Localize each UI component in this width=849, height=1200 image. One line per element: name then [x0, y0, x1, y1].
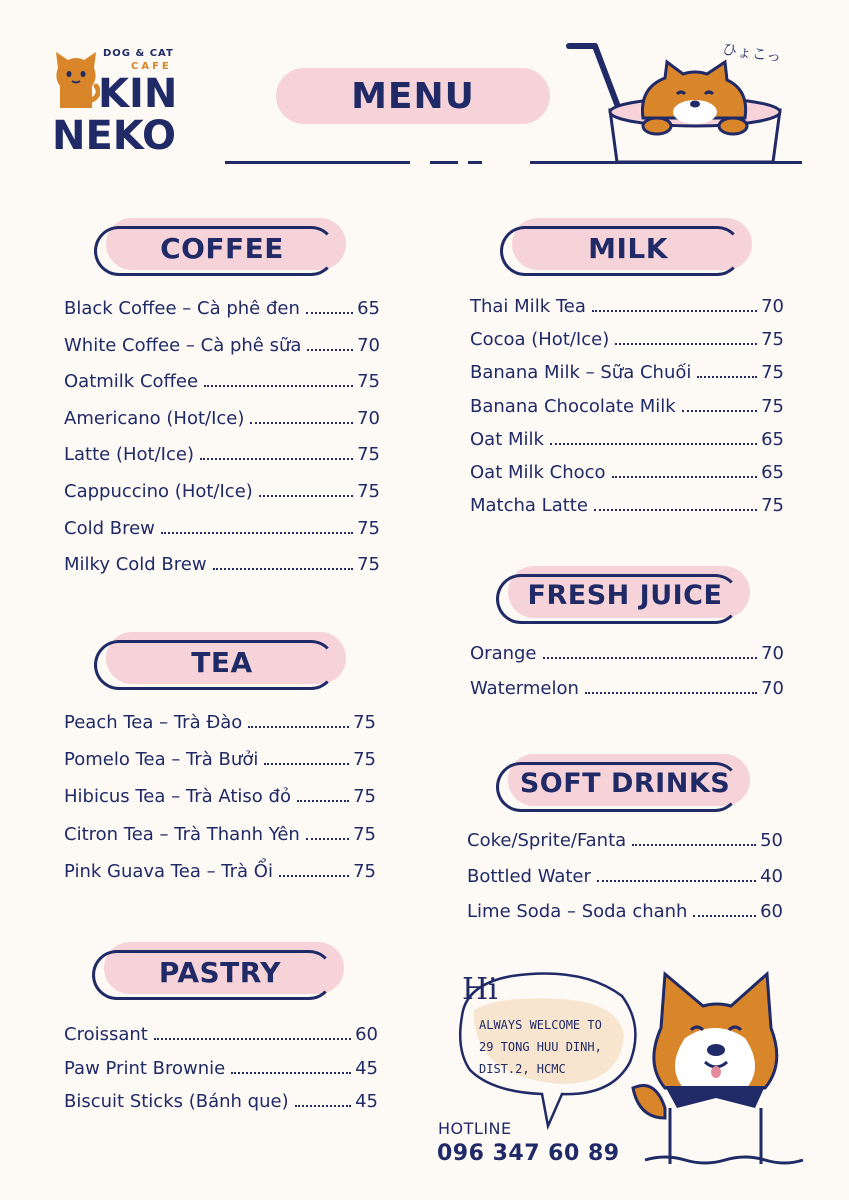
- menu-item-price: 70: [357, 334, 380, 356]
- shiba-in-cup-icon: [565, 40, 795, 165]
- menu-item-name: Lime Soda – Soda chanh: [467, 901, 688, 922]
- menu-item-price: 75: [353, 860, 376, 882]
- menu-item-price: 75: [353, 712, 376, 733]
- menu-item-name: Hibicus Tea – Trà Atiso đỏ: [64, 786, 291, 808]
- section-heading: [494, 562, 756, 632]
- dot-leader: [295, 1105, 352, 1107]
- menu-item: [64, 861, 376, 882]
- dot-leader: [306, 312, 353, 314]
- menu-item-price: 70: [761, 643, 784, 664]
- menu-item: [467, 866, 783, 887]
- dot-leader: [297, 800, 349, 802]
- menu-item-name: Watermelon: [470, 678, 579, 699]
- section-title: PASTRY: [158, 956, 282, 989]
- menu-item-name: Coke/Sprite/Fanta: [467, 830, 627, 851]
- menu-item-name: Oatmilk Coffee: [64, 371, 199, 393]
- dot-leader: [213, 568, 354, 570]
- dot-leader: [200, 458, 353, 460]
- menu-item: [64, 1091, 378, 1112]
- menu-item-name: Biscuit Sticks (Bánh que): [64, 1091, 289, 1112]
- dot-leader: [543, 657, 758, 659]
- menu-item: [64, 712, 376, 733]
- dot-leader: [612, 476, 758, 478]
- dot-leader: [259, 495, 353, 497]
- dot-leader: [632, 844, 756, 846]
- menu-item: [64, 1024, 378, 1045]
- menu-item-price: 65: [761, 428, 784, 450]
- menu-item: [64, 371, 380, 392]
- address-line: DIST.2, HCMC: [479, 1062, 566, 1076]
- dot-leader: [693, 915, 756, 917]
- menu-item-price: 65: [761, 462, 784, 483]
- menu-item-name: Pink Guava Tea – Trà Ổi: [64, 860, 273, 882]
- menu-item: [64, 1058, 378, 1079]
- menu-item-name: Citron Tea – Trà Thanh Yên: [64, 823, 300, 845]
- menu-item-price: 70: [761, 678, 784, 699]
- menu-item-price: 75: [357, 371, 380, 393]
- shiba-waving-icon: [625, 968, 805, 1168]
- dot-leader: [697, 376, 757, 378]
- menu-item-price: 75: [357, 481, 380, 502]
- menu-item-price: 70: [761, 296, 784, 317]
- dot-leader: [204, 385, 353, 387]
- menu-item-name: Americano (Hot/Ice): [64, 407, 245, 429]
- menu-item-name: White Coffee – Cà phê sữa: [64, 334, 302, 356]
- menu-item-name: Oat Milk: [470, 428, 544, 450]
- dot-leader: [161, 532, 353, 534]
- menu-item: [64, 298, 380, 319]
- menu-item-price: 75: [357, 517, 380, 539]
- menu-item-price: 75: [761, 329, 784, 351]
- dot-leader: [597, 880, 756, 882]
- menu-item: [64, 481, 380, 502]
- section-title: MILK: [588, 232, 668, 265]
- dot-leader: [307, 349, 353, 351]
- dot-leader: [585, 692, 757, 694]
- menu-item-price: 75: [353, 749, 376, 771]
- menu-item: [470, 429, 784, 450]
- menu-item-name: Cocoa (Hot/Ice): [470, 329, 610, 351]
- menu-item-price: 75: [353, 786, 376, 808]
- menu-item-price: 45: [355, 1057, 378, 1079]
- logo-tagline-bottom: CAFE: [131, 61, 172, 72]
- section-heading: [92, 628, 352, 698]
- menu-item-name: Cappuccino (Hot/Ice): [64, 481, 253, 502]
- menu-item-price: 45: [355, 1091, 378, 1112]
- cat-logo-icon: [52, 50, 100, 112]
- dot-leader: [231, 1072, 351, 1074]
- menu-item-price: 75: [353, 823, 376, 845]
- menu-item: [470, 643, 784, 664]
- logo-name-line2: NEKO: [52, 113, 177, 159]
- hi-text: Hi: [462, 972, 498, 1007]
- menu-item-name: Thai Milk Tea: [470, 296, 586, 317]
- menu-item: [64, 408, 380, 429]
- menu-item: [470, 678, 784, 699]
- menu-item: [470, 329, 784, 350]
- menu-item-name: Oat Milk Choco: [470, 462, 606, 483]
- menu-item-price: 75: [761, 395, 784, 417]
- menu-item: [470, 396, 784, 417]
- dot-leader: [248, 726, 349, 728]
- menu-item: [64, 335, 380, 356]
- page-title: MENU: [351, 76, 475, 117]
- menu-item-price: 75: [357, 554, 380, 576]
- menu-item: [64, 824, 376, 845]
- address-line: 29 TONG HUU DINH,: [479, 1040, 602, 1054]
- section-heading: [494, 750, 756, 820]
- header-rule: [468, 161, 482, 164]
- menu-item-price: 65: [357, 298, 380, 319]
- menu-item: [64, 749, 376, 770]
- section-heading: [90, 938, 350, 1008]
- menu-item: [470, 462, 784, 483]
- header-rule: [225, 161, 410, 164]
- section-title: SOFT DRINKS: [519, 768, 731, 799]
- address-line: ALWAYS WELCOME TO: [479, 1018, 602, 1032]
- menu-item-price: 40: [760, 865, 783, 887]
- dot-leader: [615, 343, 757, 345]
- menu-item: [64, 554, 380, 575]
- menu-item-price: 75: [761, 362, 784, 384]
- dot-leader: [250, 422, 353, 424]
- menu-item-name: Peach Tea – Trà Đào: [64, 712, 243, 733]
- menu-item-name: Matcha Latte: [470, 495, 588, 517]
- menu-item-name: Orange: [470, 643, 537, 664]
- menu-item-name: Pomelo Tea – Trà Bưởi: [64, 749, 259, 771]
- menu-item: [470, 296, 784, 317]
- header-rule: [430, 161, 458, 164]
- menu-item-price: 60: [760, 901, 783, 922]
- hotline-number: 096 347 60 89: [437, 1141, 620, 1166]
- menu-item-price: 75: [357, 444, 380, 466]
- menu-item-name: Bottled Water: [467, 865, 591, 887]
- section-title: FRESH JUICE: [527, 580, 723, 611]
- menu-item: [470, 362, 784, 383]
- section-title: COFFEE: [160, 232, 284, 265]
- logo-tagline-top: DOG & CAT: [103, 48, 174, 59]
- menu-item-price: 75: [761, 495, 784, 517]
- dot-leader: [592, 310, 757, 312]
- menu-item: [64, 518, 380, 539]
- menu-item-name: Milky Cold Brew: [64, 554, 207, 576]
- menu-item-price: 50: [760, 830, 783, 851]
- logo-name-line1: KIN: [98, 71, 178, 117]
- menu-item-name: Banana Milk – Sữa Chuối: [470, 362, 692, 384]
- menu-item: [470, 495, 784, 516]
- menu-item-name: Paw Print Brownie: [64, 1057, 226, 1079]
- menu-item-name: Latte (Hot/Ice): [64, 444, 194, 466]
- menu-item-price: 60: [355, 1024, 378, 1045]
- menu-item: [64, 786, 376, 807]
- menu-item-name: Banana Chocolate Milk: [470, 395, 676, 417]
- dot-leader: [682, 410, 757, 412]
- menu-item: [467, 901, 783, 922]
- jp-text: ひょこっ: [720, 39, 783, 67]
- menu-item-price: 70: [357, 407, 380, 429]
- menu-item-name: Cold Brew: [64, 517, 155, 539]
- dot-leader: [279, 875, 349, 877]
- menu-item-name: Croissant: [64, 1024, 148, 1045]
- menu-item: [467, 830, 783, 851]
- menu-item-name: Black Coffee – Cà phê đen: [64, 298, 300, 319]
- hotline-label: HOTLINE: [438, 1119, 512, 1138]
- dot-leader: [264, 763, 349, 765]
- menu-item: [64, 444, 380, 465]
- dot-leader: [154, 1038, 351, 1040]
- dot-leader: [550, 443, 757, 445]
- section-heading: [498, 214, 758, 284]
- dot-leader: [594, 509, 757, 511]
- section-heading: [92, 214, 352, 284]
- section-title: TEA: [191, 646, 253, 679]
- dot-leader: [306, 838, 349, 840]
